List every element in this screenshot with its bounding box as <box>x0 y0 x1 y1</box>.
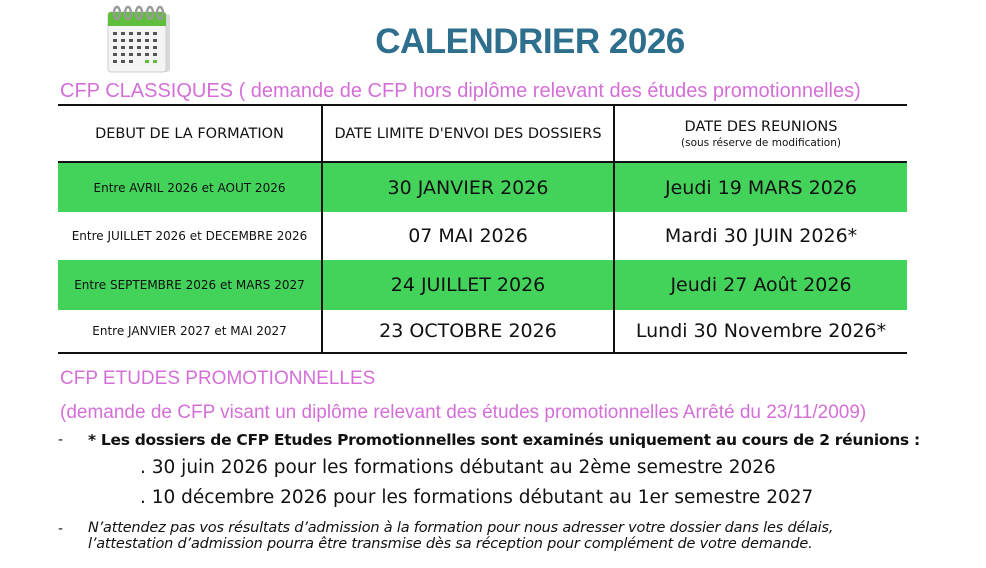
list-dash: - <box>58 432 64 448</box>
header-deadline: DATE LIMITE D'ENVOI DES DOSSIERS <box>322 105 614 162</box>
row-meeting: Mardi 30 JUIN 2026* <box>614 212 907 260</box>
table-header-row <box>58 105 907 162</box>
section-subheading-promotional: (demande de CFP visant un diplôme relevant des études promotionnelles Arrêté du 23/11/2009) <box>60 402 867 423</box>
row-deadline: 07 MAI 2026 <box>322 212 614 260</box>
row-period: Entre AVRIL 2026 et AOUT 2026 <box>58 162 322 212</box>
table-row <box>58 310 907 353</box>
row-period: Entre SEPTEMBRE 2026 et MARS 2027 <box>58 260 322 310</box>
section-heading-classic: CFP CLASSIQUES ( demande de CFP hors diplôme relevant des études promotionnelles) <box>60 80 861 102</box>
note-admission <box>88 520 833 552</box>
row-period: Entre JUILLET 2026 et DECEMBRE 2026 <box>58 212 322 260</box>
header-meeting-note: (sous réserve de modification) <box>681 136 841 149</box>
row-meeting: Jeudi 19 MARS 2026 <box>614 162 907 212</box>
list-item: . 10 décembre 2026 pour les formations débutant au 1er semestre 2027 <box>140 487 814 508</box>
note-admission-line: N’attendez pas vos résultats d’admission à la formation pour nous adresser votre dossier dans les délais, <box>88 520 834 536</box>
note-admission-line: l’attestation d’admission pourra être transmise dès sa réception pour complément de votre demande. <box>88 536 813 552</box>
list-dash: - <box>58 521 64 537</box>
header-start-date: DEBUT DE LA FORMATION <box>58 105 322 162</box>
section-heading-promotional: CFP ETUDES PROMOTIONNELLES <box>60 368 376 389</box>
table-row <box>58 212 907 260</box>
table-row <box>58 260 907 310</box>
list-item: . 30 juin 2026 pour les formations débutant au 2ème semestre 2026 <box>140 457 776 478</box>
row-deadline: 24 JUILLET 2026 <box>322 260 614 310</box>
row-meeting: Lundi 30 Novembre 2026* <box>614 310 907 353</box>
row-deadline: 30 JANVIER 2026 <box>322 162 614 212</box>
calendar-table <box>58 104 907 354</box>
row-deadline: 23 OCTOBRE 2026 <box>322 310 614 353</box>
header-meeting-label: DATE DES REUNIONS <box>684 118 838 135</box>
page-title: CALENDRIER 2026 <box>375 22 685 61</box>
row-period: Entre JANVIER 2027 et MAI 2027 <box>58 310 322 353</box>
table-row <box>58 162 907 212</box>
note-meetings: * Les dossiers de CFP Etudes Promotionnelles sont examinés uniquement au cours de 2 réunions : <box>88 431 920 449</box>
row-meeting: Jeudi 27 Août 2026 <box>614 260 907 310</box>
header-meeting-date <box>614 105 907 162</box>
